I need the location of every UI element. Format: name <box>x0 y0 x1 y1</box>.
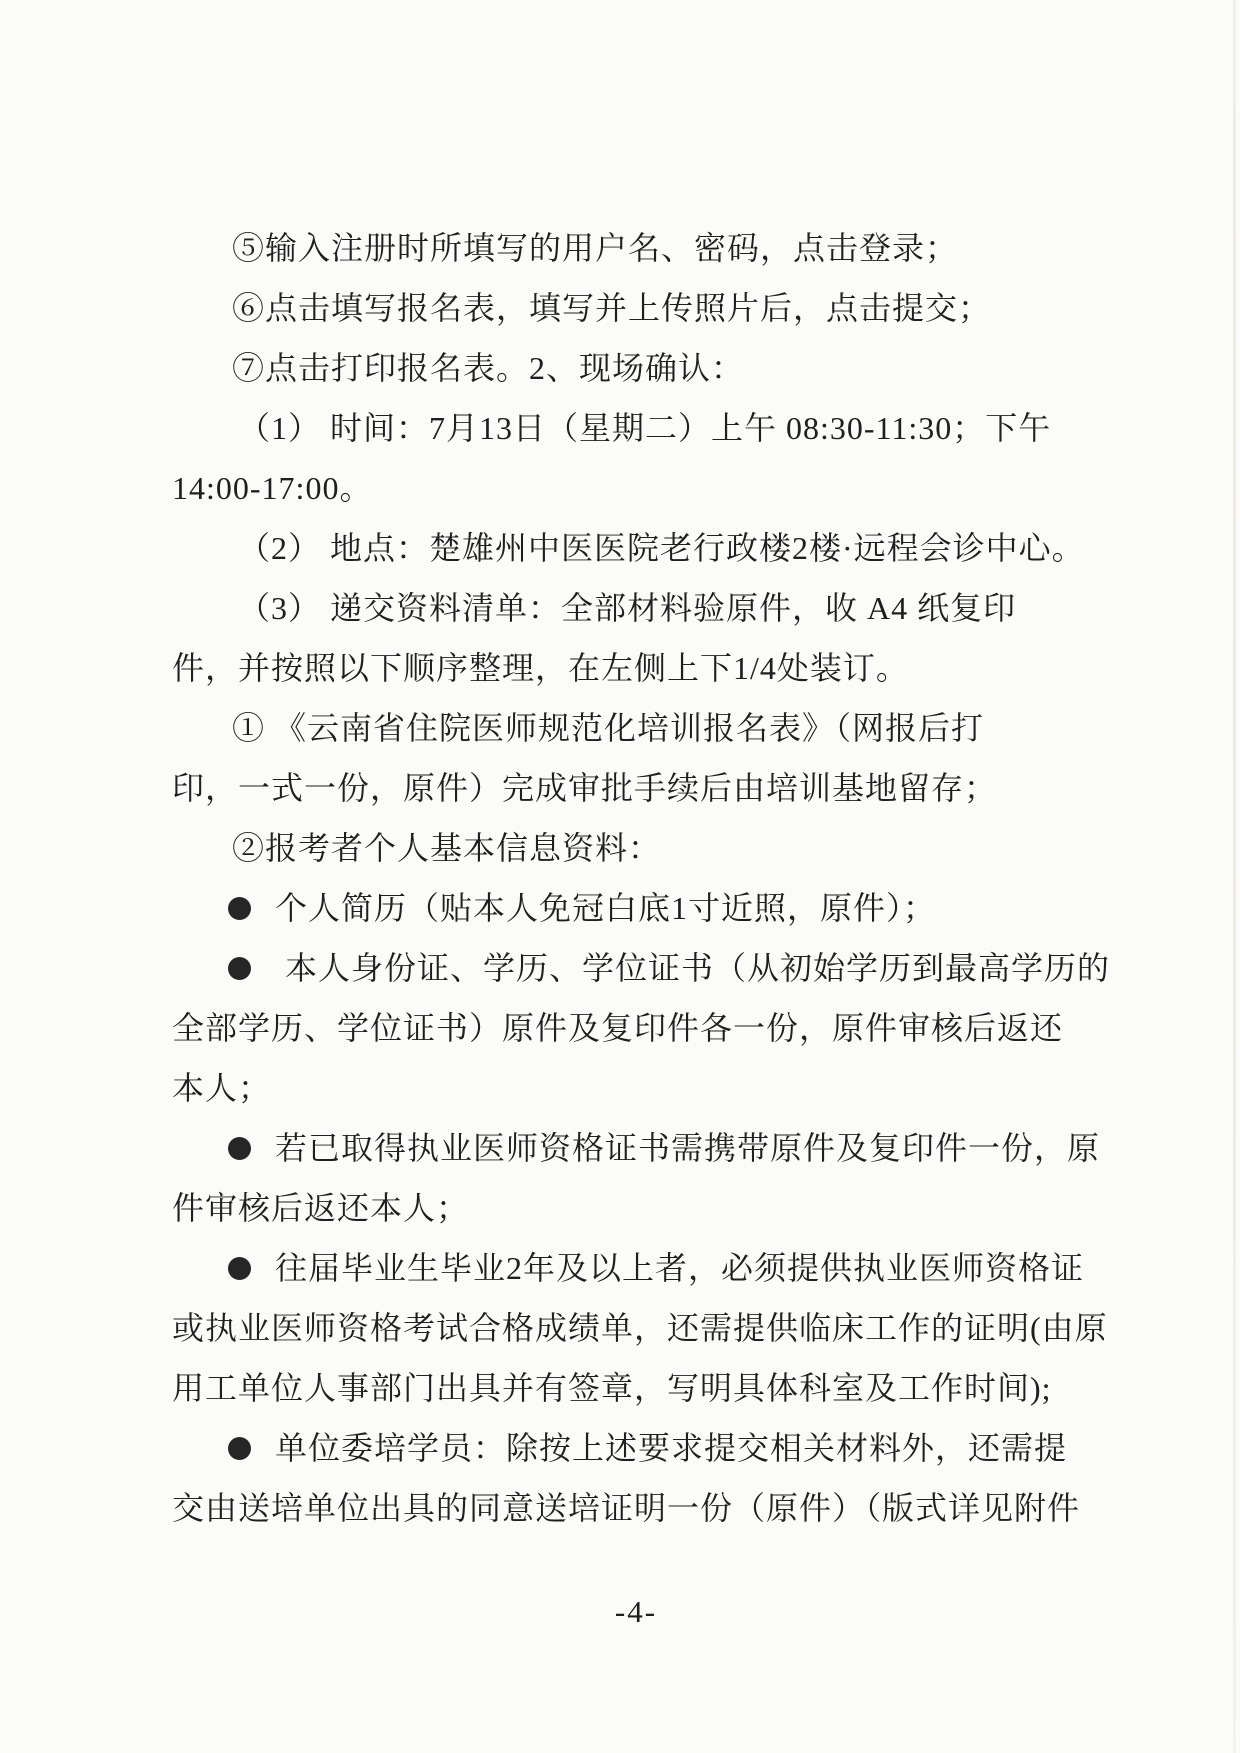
document-line-step7-confirm: ⑦点击打印报名表。2、现场确认： <box>232 350 745 386</box>
document-line-text: 个人简历（贴本人免冠白底1寸近照，原件）； <box>275 890 937 926</box>
document-line-text: 若已取得执业医师资格证书需携带原件及复印件一份，原 <box>275 1130 1101 1166</box>
bullet-icon <box>228 1257 251 1280</box>
document-line-graduates-cont1: 或执业医师资格考试合格成绩单，还需提供临床工作的证明(由原 <box>172 1310 1108 1346</box>
bullet-icon <box>228 1437 251 1460</box>
document-line-time: （1） 时间：7月13日（星期二）上午 08:30-11:30；下午 <box>238 410 1052 446</box>
document-line-resume <box>172 878 1132 938</box>
document-line-certificates-cont2: 本人； <box>172 1070 272 1106</box>
document-line-item2: ②报考者个人基本信息资料： <box>232 830 662 866</box>
document-line-materials: （3） 递交资料清单：全部材料验原件，收 A4 纸复印 <box>238 590 1017 626</box>
document-line-location: （2） 地点：楚雄州中医医院老行政楼2楼·远程会诊中心。 <box>238 530 1085 566</box>
document-line-step5: ⑤输入注册时所填写的用户名、密码，点击登录； <box>232 230 959 266</box>
scan-edge-artifact <box>1233 0 1236 1753</box>
document-line-text: 本人身份证、学历、学位证书（从初始学历到最高学历的 <box>285 950 1111 986</box>
document-line-graduates <box>172 1238 1132 1298</box>
document-line-step6: ⑥点击填写报名表，填写并上传照片后，点击提交； <box>232 290 992 326</box>
document-body <box>172 218 1132 1538</box>
document-line-certificates-cont1: 全部学历、学位证书）原件及复印件各一份，原件审核后返还 <box>172 1010 1064 1046</box>
document-line-materials-cont: 件，并按照以下顺序整理，在左侧上下1/4处装订。 <box>172 650 909 686</box>
document-line-item1-cont: 印，一式一份，原件）完成审批手续后由培训基地留存； <box>172 770 998 806</box>
document-line-text: 往届毕业生毕业2年及以上者，必须提供执业医师资格证 <box>275 1250 1085 1286</box>
document-line-sponsored-trainees-cont: 交由送培单位出具的同意送培证明一份（原件）（版式详见附件 <box>172 1490 1081 1526</box>
document-line-certificates <box>172 938 1132 998</box>
bullet-icon <box>228 897 251 920</box>
document-line-physician-license-cont: 件审核后返还本人； <box>172 1190 470 1226</box>
document-line-sponsored-trainees <box>172 1418 1132 1478</box>
document-line-item1: ① 《云南省住院医师规范化培训报名表》（网报后打 <box>232 710 985 746</box>
bullet-icon <box>228 1137 251 1160</box>
document-line-time-cont: 14:00-17:00。 <box>172 470 373 506</box>
bullet-icon <box>228 957 251 980</box>
document-line-physician-license <box>172 1118 1132 1178</box>
document-line-graduates-cont2: 用工单位人事部门出具并有签章，写明具体科室及工作时间); <box>172 1370 1052 1406</box>
page-number: -4- <box>614 1594 658 1629</box>
document-line-text: 单位委培学员：除按上述要求提交相关材料外，还需提 <box>275 1430 1068 1466</box>
